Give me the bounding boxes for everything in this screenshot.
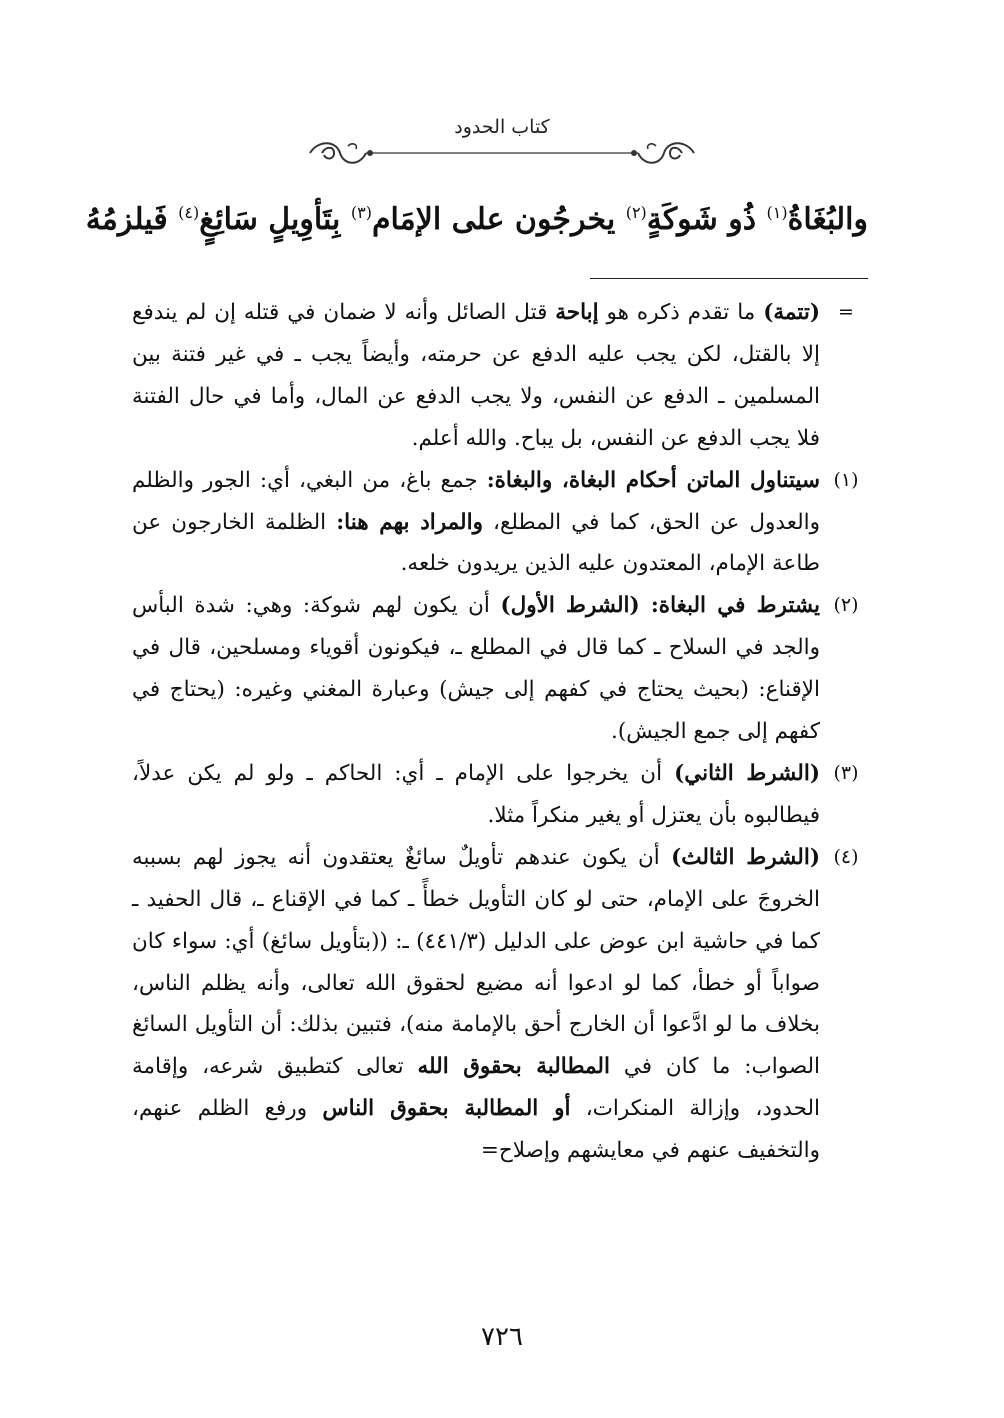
footnote-number: (١) [833,468,859,491]
footnote-ref-4[interactable]: (٤) [178,203,200,222]
footnote-number: (٢) [833,594,859,617]
footnote-separator [590,278,868,279]
footnote-continuation: = (تتمة) ما تقدم ذكره هو إباحة قتل الصائل وأنه لا ضمان في قتله إن لم يندفع إلا بالقتل، لكن يجب عليه الدفع عن حرمته، وأيضاً يجب ـ في غير فتنة بين المسلمين ـ الدفع عن النفس، ولا يجب الدفع عن المال، وأما في حال الفتنة فلا يجب الدفع عن النفس، بل يباح. والله أعلم. [132,292,868,460]
vine-ornament-icon [300,136,704,170]
footnote-ref-1[interactable]: (١) [766,203,788,222]
footnote-1: (١) سيتناول الماتن أحكام البغاة، والبغاة: جمع باغ، من البغي، أي: الجور والظلم والعدول عن الحق، كما في المطلع، والمراد بهم هنا: الظلمة الخارجون عن طاعة الإمام، المعتدون عليه الذين يريدون خلعه. [132,460,868,586]
continuation-marker: = [838,301,854,323]
footnote-4: (٤) (الشرط الثالث) أن يكون عندهم تأويلٌ سائغٌ يعتقدون أنه يجوز لهم بسببه الخروجَ على الإمام، حتى لو كان التأويل خطأً ـ كما في الإقناع ـ، قال الحفيد ـ كما في حاشية ابن عوض على الدليل (٤٤١/٣) ـ: ((بتأويل سائغ) أي: سواء كان صواباً أو خطأ، كما لو ادعوا أنه مضيع لحقوق الله تعالى، وأنه يظلم الناس، بخلاف ما لو ادَّعوا أن الخارج أحق بالإمامة منه)، فتبين بذلك: أن التأويل السائغ الصواب: ما كان في المطالبة بحقوق الله تعالى كتطبيق شرعه، وإقامة الحدود، وإزالة المنكرات، أو المطالبة بحقوق الناس ورفع الظلم عنهم، والتخفيف عنهم في معايشهم وإصلاح= [132,837,868,1172]
footnote-number: (٤) [833,845,859,868]
matn-line: والبُغَاةُ$^{(١)}$ ذُو شَوكَةٍ$^{(٢)}$ يخرجُون على الإمَام$^{(٣)}$ بِتَأوِيلٍ سَائِغٍ$^{(٤)}$ فَيلزمُهُ [85,202,868,237]
footnote-2: (٢) يشترط في البغاة: (الشرط الأول) أن يكون لهم شوكة: وهي: شدة البأس والجد في السلاح ـ كما قال في المطلع ـ، فيكونون أقوياء ومسلحين، قال في الإقناع: (بحيث يحتاج في كفهم إلى جيش) وعبارة المغني وغيره: (يحتاج في كفهم إلى جمع الجيش). [132,585,868,753]
footnote-ref-2[interactable]: (٢) [625,203,647,222]
footnote-number: (٣) [833,761,859,784]
running-head: كتاب الحدود [454,116,550,138]
footnote-3: (٣) (الشرط الثاني) أن يخرجوا على الإمام ـ أي: الحاكم ـ ولو لم يكن عدلاً، فيطالبوه بأن يعتزل أو يغير منكراً مثلا. [132,753,868,837]
footnote-ref-3[interactable]: (٣) [350,203,372,222]
page-number: ٧٢٦ [481,1322,523,1352]
footnotes [132,292,868,1172]
